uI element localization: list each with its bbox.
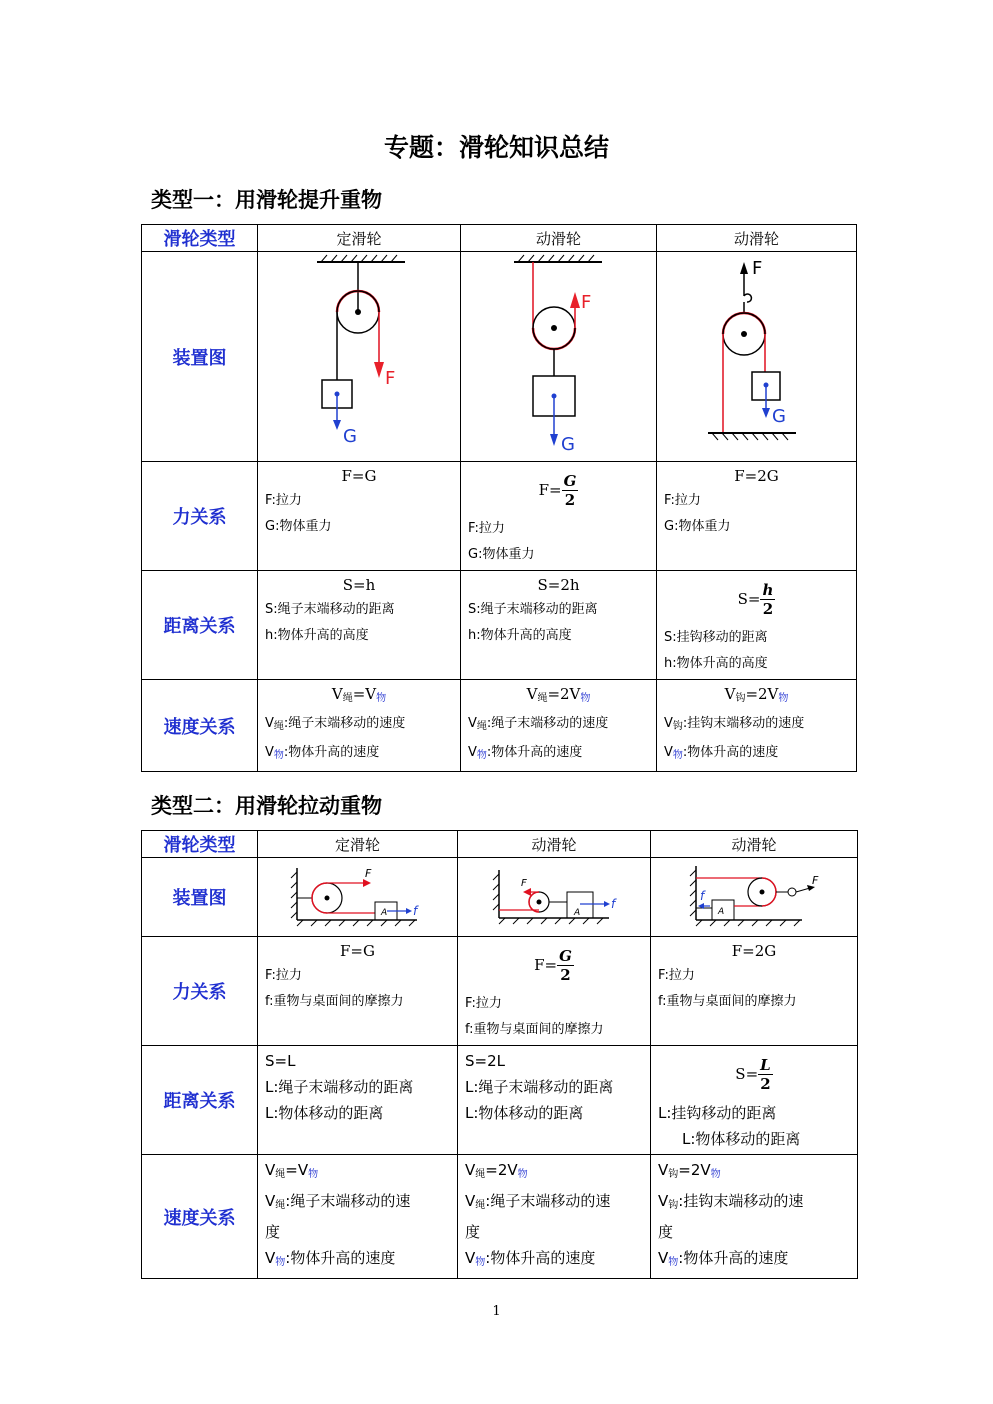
- col-header-movable-2: 动滑轮: [657, 225, 857, 252]
- cell-distance-movable-2: [651, 1046, 858, 1155]
- svg-text:f: f: [699, 889, 704, 903]
- formula: S=h: [342, 576, 376, 594]
- definition: $V_绳$:绳子末端移动的速: [465, 1192, 611, 1211]
- row-header-speed: 速度关系: [142, 1155, 258, 1279]
- cell-force-fixed: [258, 462, 461, 571]
- definition: f:重物与桌面间的摩擦力: [658, 994, 797, 1009]
- row-header-pulley-type: 滑轮类型: [142, 225, 258, 252]
- formula: F=G: [341, 467, 377, 485]
- col-header-movable: 动滑轮: [461, 225, 657, 252]
- definition: $V_绳$:绳子末端移动的速: [265, 1192, 411, 1211]
- definition: L:挂钩移动的距离: [658, 1104, 777, 1122]
- cell-distance-movable-2: [657, 571, 857, 680]
- definition: h:物体升高的高度: [468, 628, 572, 643]
- definition: L:绳子末端移动的距离: [465, 1078, 614, 1096]
- definition-continued: 度: [658, 1223, 674, 1241]
- svg-text:G: G: [771, 406, 786, 427]
- formula: F=G: [340, 942, 375, 960]
- table-row: [142, 680, 857, 772]
- definition: f:重物与桌面间的摩擦力: [465, 1022, 604, 1037]
- formula: F=2G: [731, 942, 777, 960]
- definition: $V_绳$:绳子末端移动的速度: [265, 716, 406, 732]
- formula-fraction: S= $\frac{h}{2}$: [737, 580, 774, 618]
- col-header-movable: 动滑轮: [458, 831, 651, 858]
- cell-speed-movable: [458, 1155, 651, 1279]
- row-header-distance: 距离关系: [142, 571, 258, 680]
- cell-speed-movable-2: [657, 680, 857, 772]
- svg-text:F: F: [751, 258, 762, 279]
- page-title: 专题：滑轮知识总结: [383, 133, 609, 162]
- cell-distance-movable: [458, 1046, 651, 1155]
- row-header-speed: 速度关系: [142, 680, 258, 772]
- svg-text:A: A: [380, 908, 387, 918]
- definition: S:绳子末端移动的距离: [265, 602, 395, 617]
- formula-fraction: F= $\frac{G}{2}$: [534, 946, 572, 984]
- col-header-fixed: 定滑轮: [258, 831, 458, 858]
- row-header-force: 力关系: [142, 937, 258, 1046]
- cell-force-movable-2: [651, 937, 858, 1046]
- definition: S:绳子末端移动的距离: [468, 602, 598, 617]
- definition: $V_钩$:挂钩末端移动的速: [658, 1192, 804, 1211]
- definition: F:拉力: [265, 493, 302, 508]
- table-row: [142, 937, 858, 1046]
- svg-text:F: F: [811, 874, 818, 887]
- cell-distance-fixed: [258, 571, 461, 680]
- definition: L:绳子末端移动的距离: [265, 1078, 414, 1096]
- definition-continued: 度: [265, 1223, 281, 1241]
- cell-speed-movable-2: [651, 1155, 858, 1279]
- svg-text:f: f: [610, 897, 615, 911]
- svg-text:F: F: [580, 292, 591, 313]
- cell-force-movable: [458, 937, 651, 1046]
- table-row: [142, 1046, 858, 1155]
- definition: $V_钩$:挂钩末端移动的速度: [664, 716, 805, 732]
- diagram-movable-pulley-drag: [458, 858, 651, 937]
- definition: $V_物$:物体升高的速度: [664, 745, 779, 761]
- definition: $V_物$:物体升高的速度: [658, 1249, 789, 1268]
- definition: G:物体重力: [468, 547, 535, 562]
- definition: F:拉力: [664, 493, 701, 508]
- table-drag: [141, 830, 858, 1279]
- formula: $V_绳=V_物$: [265, 1161, 319, 1180]
- definition: $V_物$:物体升高的速度: [465, 1249, 596, 1268]
- row-header-force: 力关系: [142, 462, 258, 571]
- definition: F:拉力: [265, 968, 302, 983]
- formula: S=2L: [465, 1052, 505, 1070]
- definition: F:拉力: [468, 521, 505, 536]
- definition: G:物体重力: [664, 519, 731, 534]
- table-lift: [141, 224, 857, 772]
- svg-text:A: A: [573, 908, 580, 918]
- formula: $V_绳=V_物$: [331, 685, 387, 704]
- svg-text:F: F: [520, 878, 527, 889]
- cell-speed-fixed: [258, 1155, 458, 1279]
- definition-continued: 度: [465, 1223, 481, 1241]
- cell-speed-fixed: [258, 680, 461, 772]
- diagram-movable-pulley-hook: [657, 252, 857, 462]
- formula-fraction: S= $\frac{L}{2}$: [735, 1055, 771, 1093]
- formula-fraction: F= $\frac{G}{2}$: [538, 471, 577, 509]
- svg-text:A: A: [717, 907, 724, 917]
- definition: F:拉力: [465, 996, 502, 1011]
- table-row: [142, 252, 857, 462]
- definition: $V_物$:物体升高的速度: [265, 745, 380, 761]
- svg-text:f: f: [412, 904, 417, 918]
- formula: $V_钩=2V_物$: [658, 1161, 721, 1180]
- formula: F=2G: [734, 467, 779, 485]
- definition: L:物体移动的距离: [465, 1104, 584, 1122]
- cell-force-fixed: [258, 937, 458, 1046]
- table-row: [142, 858, 858, 937]
- formula: $V_绳=2V_物$: [526, 685, 591, 704]
- definition: S:挂钩移动的距离: [664, 630, 768, 645]
- cell-distance-fixed: [258, 1046, 458, 1155]
- section-2-heading: 类型二：用滑轮拉动重物: [151, 794, 382, 818]
- table-row: [142, 831, 858, 858]
- table-row: [142, 571, 857, 680]
- definition: F:拉力: [658, 968, 695, 983]
- definition: L:物体移动的距离: [265, 1104, 384, 1122]
- diagram-fixed-pulley-drag: [258, 858, 458, 937]
- section-1-heading: 类型一：用滑轮提升重物: [151, 188, 382, 212]
- formula: $V_钩=2V_物$: [724, 685, 789, 704]
- cell-force-movable: [461, 462, 657, 571]
- table-row: [142, 225, 857, 252]
- definition: $V_绳$:绳子末端移动的速度: [468, 716, 609, 732]
- formula: S=2h: [537, 576, 580, 594]
- diagram-movable-pulley-lift: [461, 252, 657, 462]
- definition: h:物体升高的高度: [664, 656, 768, 671]
- row-header-distance: 距离关系: [142, 1046, 258, 1155]
- cell-force-movable-2: [657, 462, 857, 571]
- table-row: [142, 462, 857, 571]
- col-header-fixed: 定滑轮: [258, 225, 461, 252]
- definition: L:物体移动的距离: [682, 1130, 801, 1148]
- formula: $V_绳=2V_物$: [465, 1161, 528, 1180]
- col-header-movable-2: 动滑轮: [651, 831, 858, 858]
- diagram-fixed-pulley-lift: [258, 252, 461, 462]
- definition: $V_物$:物体升高的速度: [468, 745, 583, 761]
- definition: G:物体重力: [265, 519, 332, 534]
- formula: S=L: [265, 1052, 296, 1070]
- cell-distance-movable: [461, 571, 657, 680]
- svg-text:F: F: [364, 867, 371, 880]
- definition: f:重物与桌面间的摩擦力: [265, 994, 404, 1009]
- cell-speed-movable: [461, 680, 657, 772]
- svg-text:G: G: [560, 434, 575, 455]
- definition: $V_物$:物体升高的速度: [265, 1249, 396, 1268]
- diagram-movable-pulley-hook-drag: [651, 858, 858, 937]
- table-row: [142, 1155, 858, 1279]
- svg-text:F: F: [385, 368, 396, 389]
- page-number: 1: [492, 1304, 501, 1319]
- svg-text:G: G: [343, 426, 357, 447]
- row-header-diagram: 装置图: [142, 252, 258, 462]
- row-header-diagram: 装置图: [142, 858, 258, 937]
- row-header-pulley-type: 滑轮类型: [142, 831, 258, 858]
- definition: h:物体升高的高度: [265, 628, 369, 643]
